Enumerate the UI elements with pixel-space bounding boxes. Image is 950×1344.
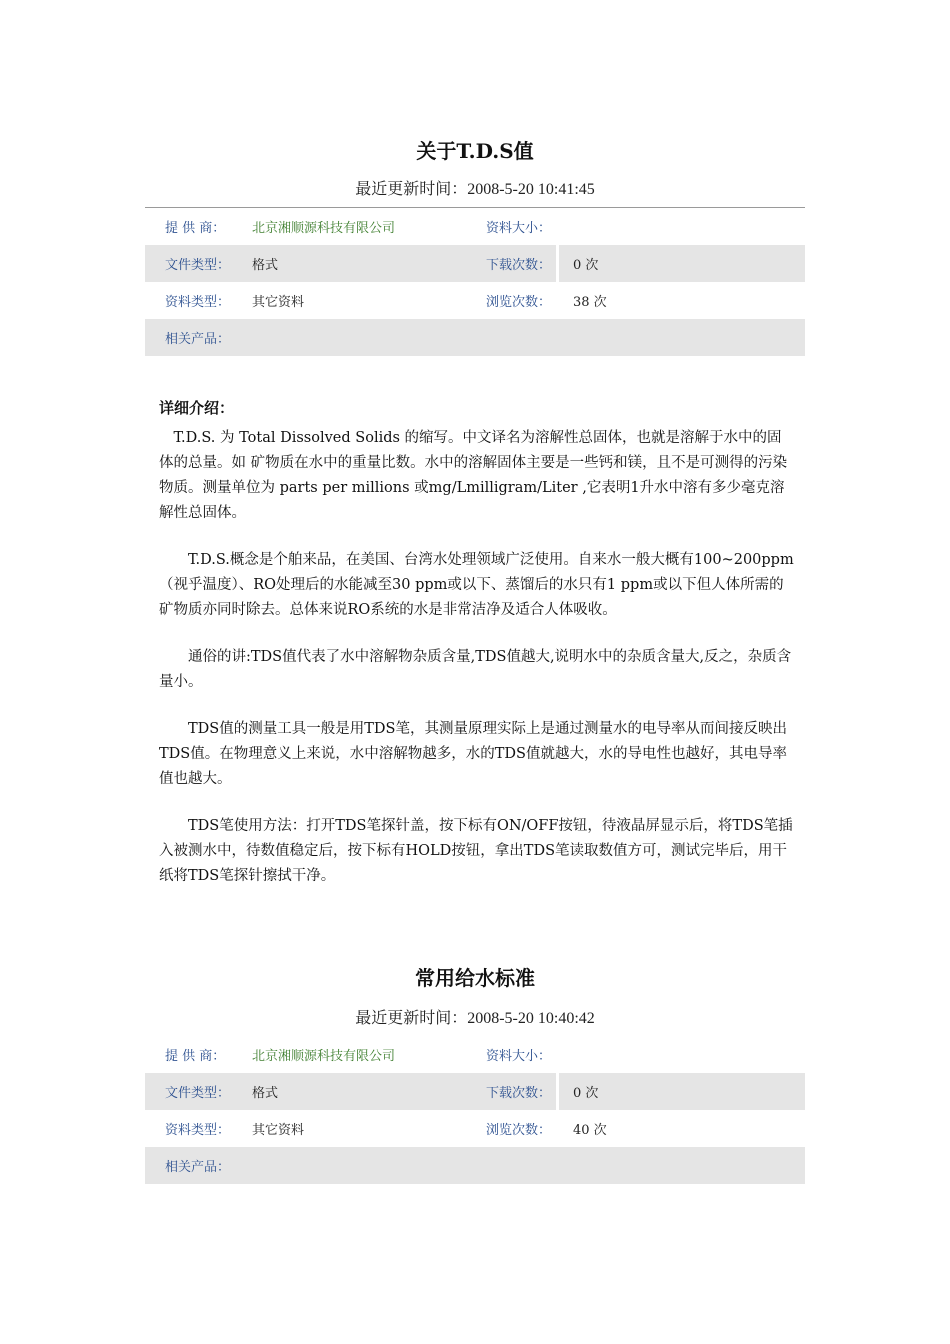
downloads-value: 0 次 <box>559 1073 805 1110</box>
filetype-label: 文件类型： <box>145 245 238 282</box>
info-table <box>145 208 805 356</box>
info-row-related <box>145 319 805 356</box>
info-row-provider <box>145 208 805 245</box>
size-value <box>559 1036 805 1073</box>
downloads-value: 0 次 <box>559 245 805 282</box>
info-row-related <box>145 1147 805 1184</box>
provider-link[interactable]: 北京湘顺源科技有限公司 <box>252 221 396 236</box>
related-label: 相关产品： <box>145 319 238 356</box>
info-row-doctype <box>145 1110 805 1147</box>
provider-link[interactable]: 北京湘顺源科技有限公司 <box>252 1049 396 1064</box>
article-body <box>159 426 795 889</box>
article-title: 关于T.D.S值 <box>416 139 534 163</box>
last-updated: 最近更新时间：2008-5-20 10:41:45 <box>145 167 805 208</box>
views-value: 38 次 <box>573 295 607 310</box>
info-row-filetype <box>145 245 805 282</box>
article-tds <box>145 135 805 911</box>
detail-heading: 详细介绍： <box>159 399 235 417</box>
info-table <box>145 1036 805 1184</box>
info-row-doctype <box>145 282 805 319</box>
views-value: 40 次 <box>573 1123 607 1138</box>
doctype-value: 其它资料 <box>252 295 305 310</box>
info-row-provider <box>145 1036 805 1073</box>
size-label: 资料大小： <box>486 1049 552 1064</box>
filetype-value: 格式 <box>238 1073 474 1110</box>
downloads-label: 下载次数： <box>474 245 556 282</box>
paragraph: TDS值的测量工具一般是用TDS笔，其测量原理实际上是通过测量水的电导率从而间接反映出TDS值。在物理意义上来说，水中溶解物越多，水的TDS值就越大，水的导电性也越好，其电导率值也越大。 <box>159 721 787 787</box>
paragraph: T.D.S. 为 Total Dissolved Solids 的缩写。中文译名为溶解性总固体，也就是溶解于水中的固体的总量。如 矿物质在水中的重量比数。水中的溶解固体主要是一些钙和镁，且不是可测得的污染物质。测量单位为 parts per millions 或mg/Lmilligram/Liter ,它表明1升水中溶有多少毫克溶解性总固体。 <box>159 430 788 521</box>
doctype-value: 其它资料 <box>252 1123 305 1138</box>
related-value <box>238 1147 805 1184</box>
article-title: 常用给水标准 <box>415 966 535 990</box>
provider-label: 提 供 商： <box>165 221 226 236</box>
downloads-label: 下载次数： <box>474 1073 556 1110</box>
doctype-label: 资料类型： <box>165 295 231 310</box>
info-row-filetype <box>145 1073 805 1110</box>
size-label: 资料大小： <box>486 221 552 236</box>
provider-label: 提 供 商： <box>165 1049 226 1064</box>
filetype-value: 格式 <box>238 245 474 282</box>
article-water-standard <box>145 962 805 1184</box>
size-value <box>559 208 805 245</box>
related-value <box>238 319 805 356</box>
paragraph: T.D.S.概念是个舶来品，在美国、台湾水处理领域广泛使用。自来水一般大概有100~200ppm （视乎温度）、RO处理后的水能减至30 ppm或以下、蒸馏后的水只有1 ppm或以下但人体所需的矿物质亦同时除去。总体来说RO系统的水是非常洁净及适合人体吸收。 <box>159 552 794 618</box>
related-label: 相关产品： <box>145 1147 238 1184</box>
last-updated: 最近更新时间：2008-5-20 10:40:42 <box>355 1010 595 1027</box>
views-label: 浏览次数： <box>486 1123 552 1138</box>
views-label: 浏览次数： <box>486 295 552 310</box>
filetype-label: 文件类型： <box>145 1073 238 1110</box>
paragraph: TDS笔使用方法：打开TDS笔探针盖，按下标有ON/OFF按钮，待液晶屏显示后，将TDS笔插入被测水中，待数值稳定后，按下标有HOLD按钮，拿出TDS笔读取数值方可，测试完毕后，用干纸将TDS笔探针擦拭干净。 <box>159 818 793 884</box>
paragraph: 通俗的讲:TDS值代表了水中溶解物杂质含量,TDS值越大,说明水中的杂质含量大,反之，杂质含量小。 <box>159 649 792 690</box>
doctype-label: 资料类型： <box>165 1123 231 1138</box>
